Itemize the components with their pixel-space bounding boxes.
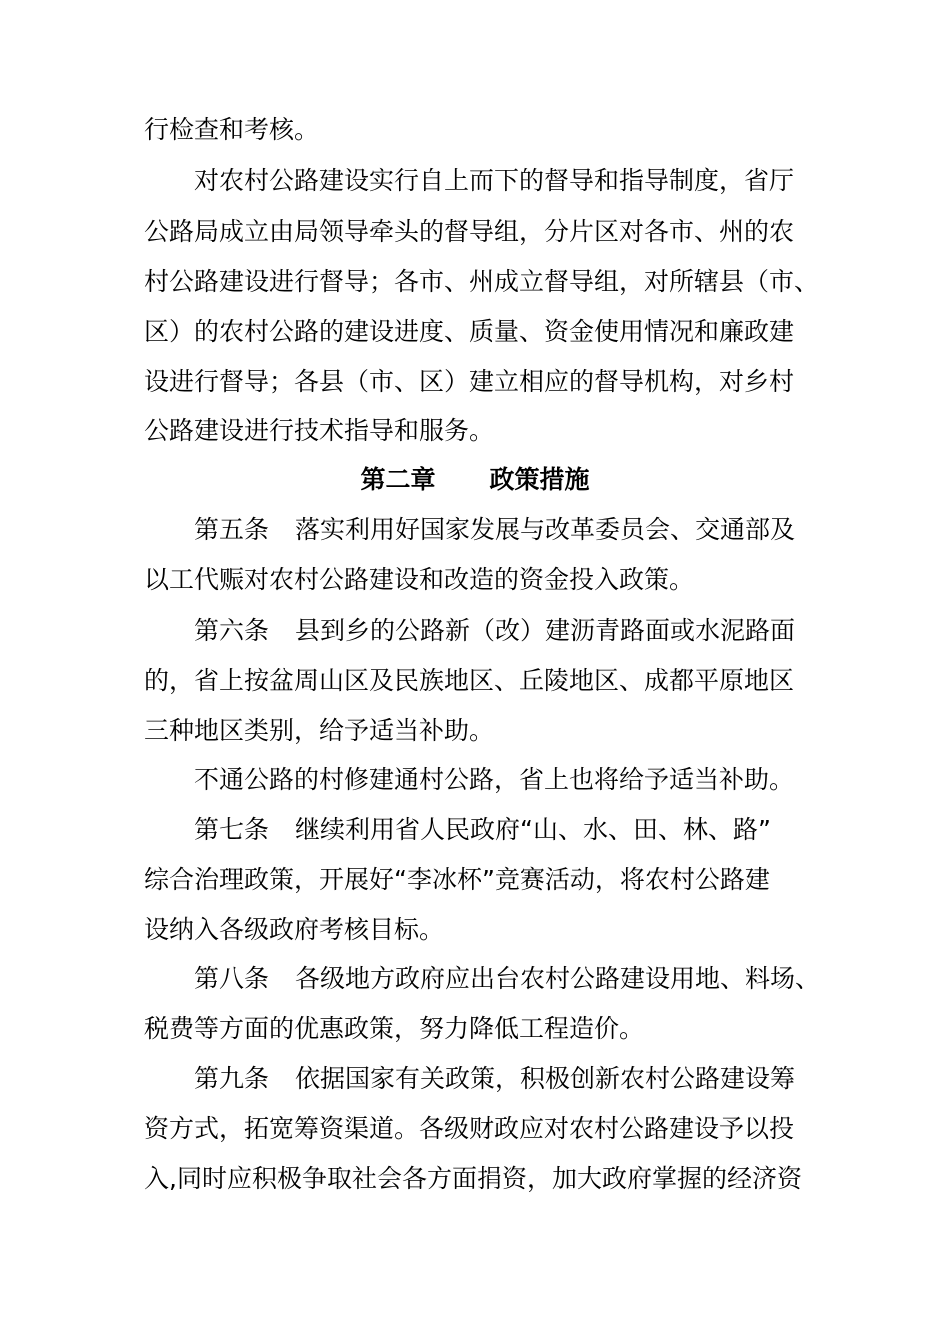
- chapter-number: 第二章: [360, 465, 436, 494]
- text-line: 公路建设进行技术指导和服务。: [144, 416, 495, 445]
- text-line: 公路局成立由局领导牵头的督导组，分片区对各市、州的农: [144, 217, 795, 246]
- article-9: [194, 1059, 874, 1099]
- text-line: 综合治理政策，开展好“李冰杯”竞赛活动，将农村公路建: [144, 865, 770, 894]
- text-line: 村公路建设进行督导；各市、州成立督导组，对所辖县（市、: [144, 267, 820, 296]
- chapter-title: 政策措施: [489, 465, 590, 494]
- article-text: 落实利用好国家发展与改革委员会、交通部及: [295, 515, 796, 544]
- article-8: [194, 959, 874, 999]
- paragraph: 不通公路的村修建通村公路，省上也将给予适当补助。: [194, 765, 795, 794]
- text-line: 资方式，拓宽筹资渠道。各级财政应对农村公路建设予以投: [144, 1114, 795, 1143]
- chapter-heading: [0, 460, 950, 500]
- text-line: 以工代赈对农村公路建设和改造的资金投入政策。: [144, 565, 695, 594]
- article-5: [194, 510, 874, 550]
- text-line: 入,同时应积极争取社会各方面捐资，加大政府掌握的经济资: [144, 1164, 802, 1193]
- article-6: [194, 611, 874, 651]
- text-line: 税费等方面的优惠政策，努力降低工程造价。: [144, 1014, 645, 1043]
- article-label: 第六条: [194, 616, 270, 645]
- article-text: 依据国家有关政策，积极创新农村公路建设筹: [295, 1064, 796, 1093]
- text-line: 对农村公路建设实行自上而下的督导和指导制度，省厅: [194, 166, 795, 195]
- text-line: 设纳入各级政府考核目标。: [144, 915, 445, 944]
- article-label: 第八条: [194, 964, 270, 993]
- article-text: 各级地方政府应出台农村公路建设用地、料场、: [295, 964, 821, 993]
- text-line: 三种地区类别，给予适当补助。: [144, 716, 495, 745]
- text-line: 行检查和考核。: [144, 115, 320, 144]
- text-line: 区）的农村公路的建设进度、质量、资金使用情况和廉政建: [144, 317, 795, 346]
- article-7: [194, 810, 874, 850]
- article-label: 第五条: [194, 515, 270, 544]
- article-text: 继续利用省人民政府“山、水、田、林、路”: [295, 815, 771, 844]
- text-line: 的，省上按盆周山区及民族地区、丘陵地区、成都平原地区: [144, 666, 795, 695]
- text-line: 设进行督导；各县（市、区）建立相应的督导机构，对乡村: [144, 367, 795, 396]
- article-label: 第九条: [194, 1064, 270, 1093]
- article-text: 县到乡的公路新（改）建沥青路面或水泥路面: [295, 616, 796, 645]
- article-label: 第七条: [194, 815, 270, 844]
